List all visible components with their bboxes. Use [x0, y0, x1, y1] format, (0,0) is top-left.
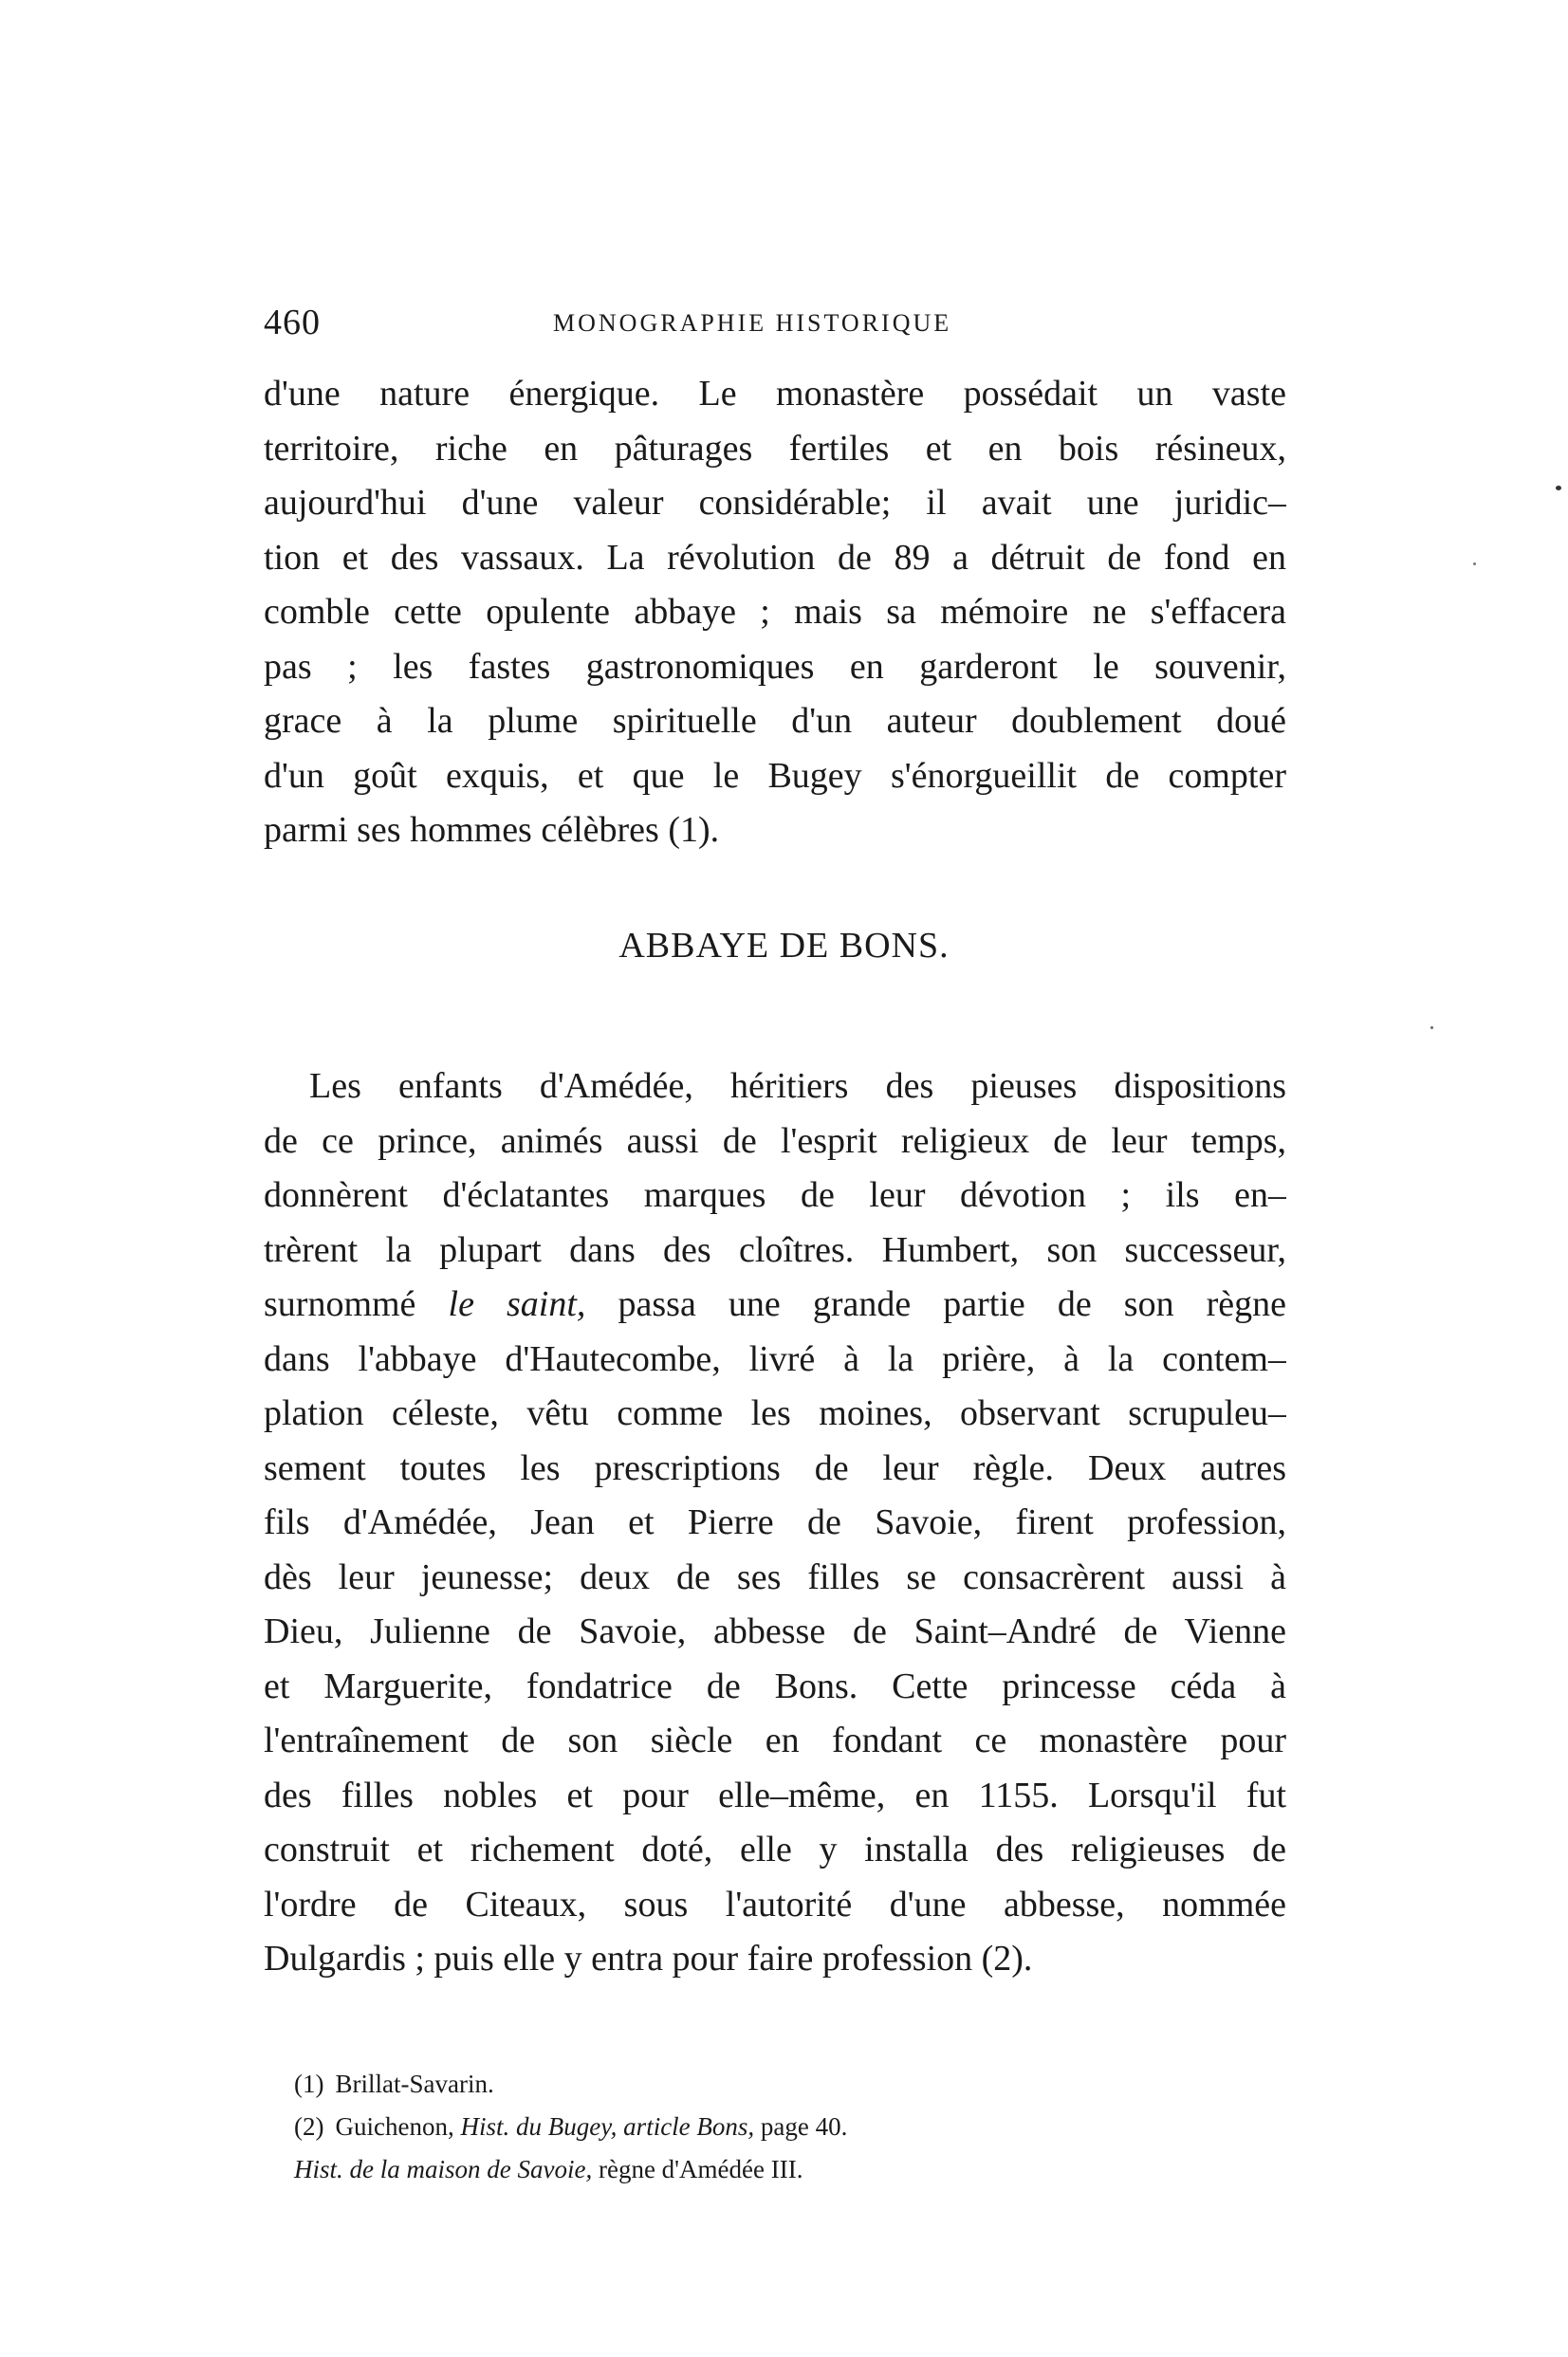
footnote-text: Brillat-Savarin. — [335, 2070, 494, 2098]
text-line: pas ; les fastes gastronomiques en garderont le souvenir, — [264, 646, 1286, 687]
text-line-with-italic — [264, 1278, 1286, 1333]
footnote-italic: Hist. de la maison de Savoie, — [294, 2155, 593, 2183]
text-line: donnèrent d'éclatantes marques de leur dévotion ; ils en– — [264, 1175, 1286, 1215]
footnote-text: règne d'Amédée III. — [598, 2155, 803, 2183]
text-line: Dulgardis ; puis elle y entra pour faire profession (2). — [264, 1939, 1033, 1979]
text-line: Les enfants d'Amédée, héritiers des pieuses dispositions — [309, 1066, 1286, 1106]
footnote-2 — [294, 2106, 1243, 2148]
section-title: ABBAYE DE BONS. — [618, 926, 950, 966]
text-segment: surnommé — [264, 1284, 416, 1324]
footnote-italic: Hist. du Bugey, article Bons, — [460, 2112, 755, 2141]
paragraph-1 — [264, 367, 1286, 858]
text-line: dès leur jeunesse; deux de ses filles se consacrèrent aussi à — [264, 1556, 1286, 1597]
text-line: aujourd'hui d'une valeur considérable; il avait une juridic– — [264, 483, 1286, 523]
running-head: MONOGRAPHIE HISTORIQUE — [553, 309, 952, 337]
scan-speck — [1473, 562, 1476, 565]
footnote-3 — [294, 2148, 1243, 2191]
italic-epithet: le saint, — [448, 1284, 586, 1324]
text-line: des filles nobles et pour elle–même, en 1155. Lorsqu'il fut — [264, 1775, 1286, 1815]
footnotes — [294, 2063, 1243, 2191]
text-line: parmi ses hommes célèbres (1). — [264, 810, 720, 850]
footnote-marker: (1) — [294, 2070, 324, 2098]
text-line: dans l'abbaye d'Hautecombe, livré à la prière, à la contem– — [264, 1338, 1286, 1379]
paragraph-2 — [264, 1059, 1286, 1987]
text-segment: passa une grande partie de son règne — [618, 1284, 1286, 1324]
footnote-marker: (2) — [294, 2112, 324, 2141]
text-line: tion et des vassaux. La révolution de 89 a détruit de fond en — [264, 537, 1286, 578]
text-line: sement toutes les prescriptions de leur règle. Deux autres — [264, 1447, 1286, 1488]
scan-speck — [1430, 1026, 1433, 1029]
text-line: d'un goût exquis, et que le Bugey s'énorgueillit de compter — [264, 755, 1286, 796]
text-line: plation céleste, vêtu comme les moines, observant scrupuleu– — [264, 1393, 1286, 1433]
text-line: l'ordre de Citeaux, sous l'autorité d'une abbesse, nommée — [264, 1884, 1286, 1924]
footnote-text: page 40. — [760, 2112, 848, 2141]
page-header — [264, 302, 1288, 349]
text-line: l'entraînement de son siècle en fondant ce monastère pour — [264, 1721, 1286, 1760]
text-line: territoire, riche en pâturages fertiles et en bois résineux, — [264, 428, 1286, 469]
scan-speck — [1556, 486, 1561, 490]
text-line: de ce prince, animés aussi de l'esprit religieux de leur temps, — [264, 1120, 1286, 1161]
text-line: d'une nature énergique. Le monastère possédait un vaste — [264, 374, 1286, 414]
text-line: fils d'Amédée, Jean et Pierre de Savoie, firent profession, — [264, 1502, 1286, 1542]
text-line: comble cette opulente abbaye ; mais sa mémoire ne s'effacera — [264, 592, 1286, 632]
text-line: grace à la plume spirituelle d'un auteur doublement doué — [264, 701, 1286, 741]
footnote-1 — [294, 2063, 1243, 2106]
text-line: et Marguerite, fondatrice de Bons. Cette princesse céda à — [264, 1666, 1286, 1706]
text-line: trèrent la plupart dans des cloîtres. Humbert, son successeur, — [264, 1229, 1286, 1270]
page-number: 460 — [264, 303, 321, 342]
text-line: construit et richement doté, elle y installa des religieuses de — [264, 1830, 1286, 1869]
footnote-text: Guichenon, — [335, 2112, 454, 2141]
text-line: Dieu, Julienne de Savoie, abbesse de Saint–André de Vienne — [264, 1611, 1286, 1651]
